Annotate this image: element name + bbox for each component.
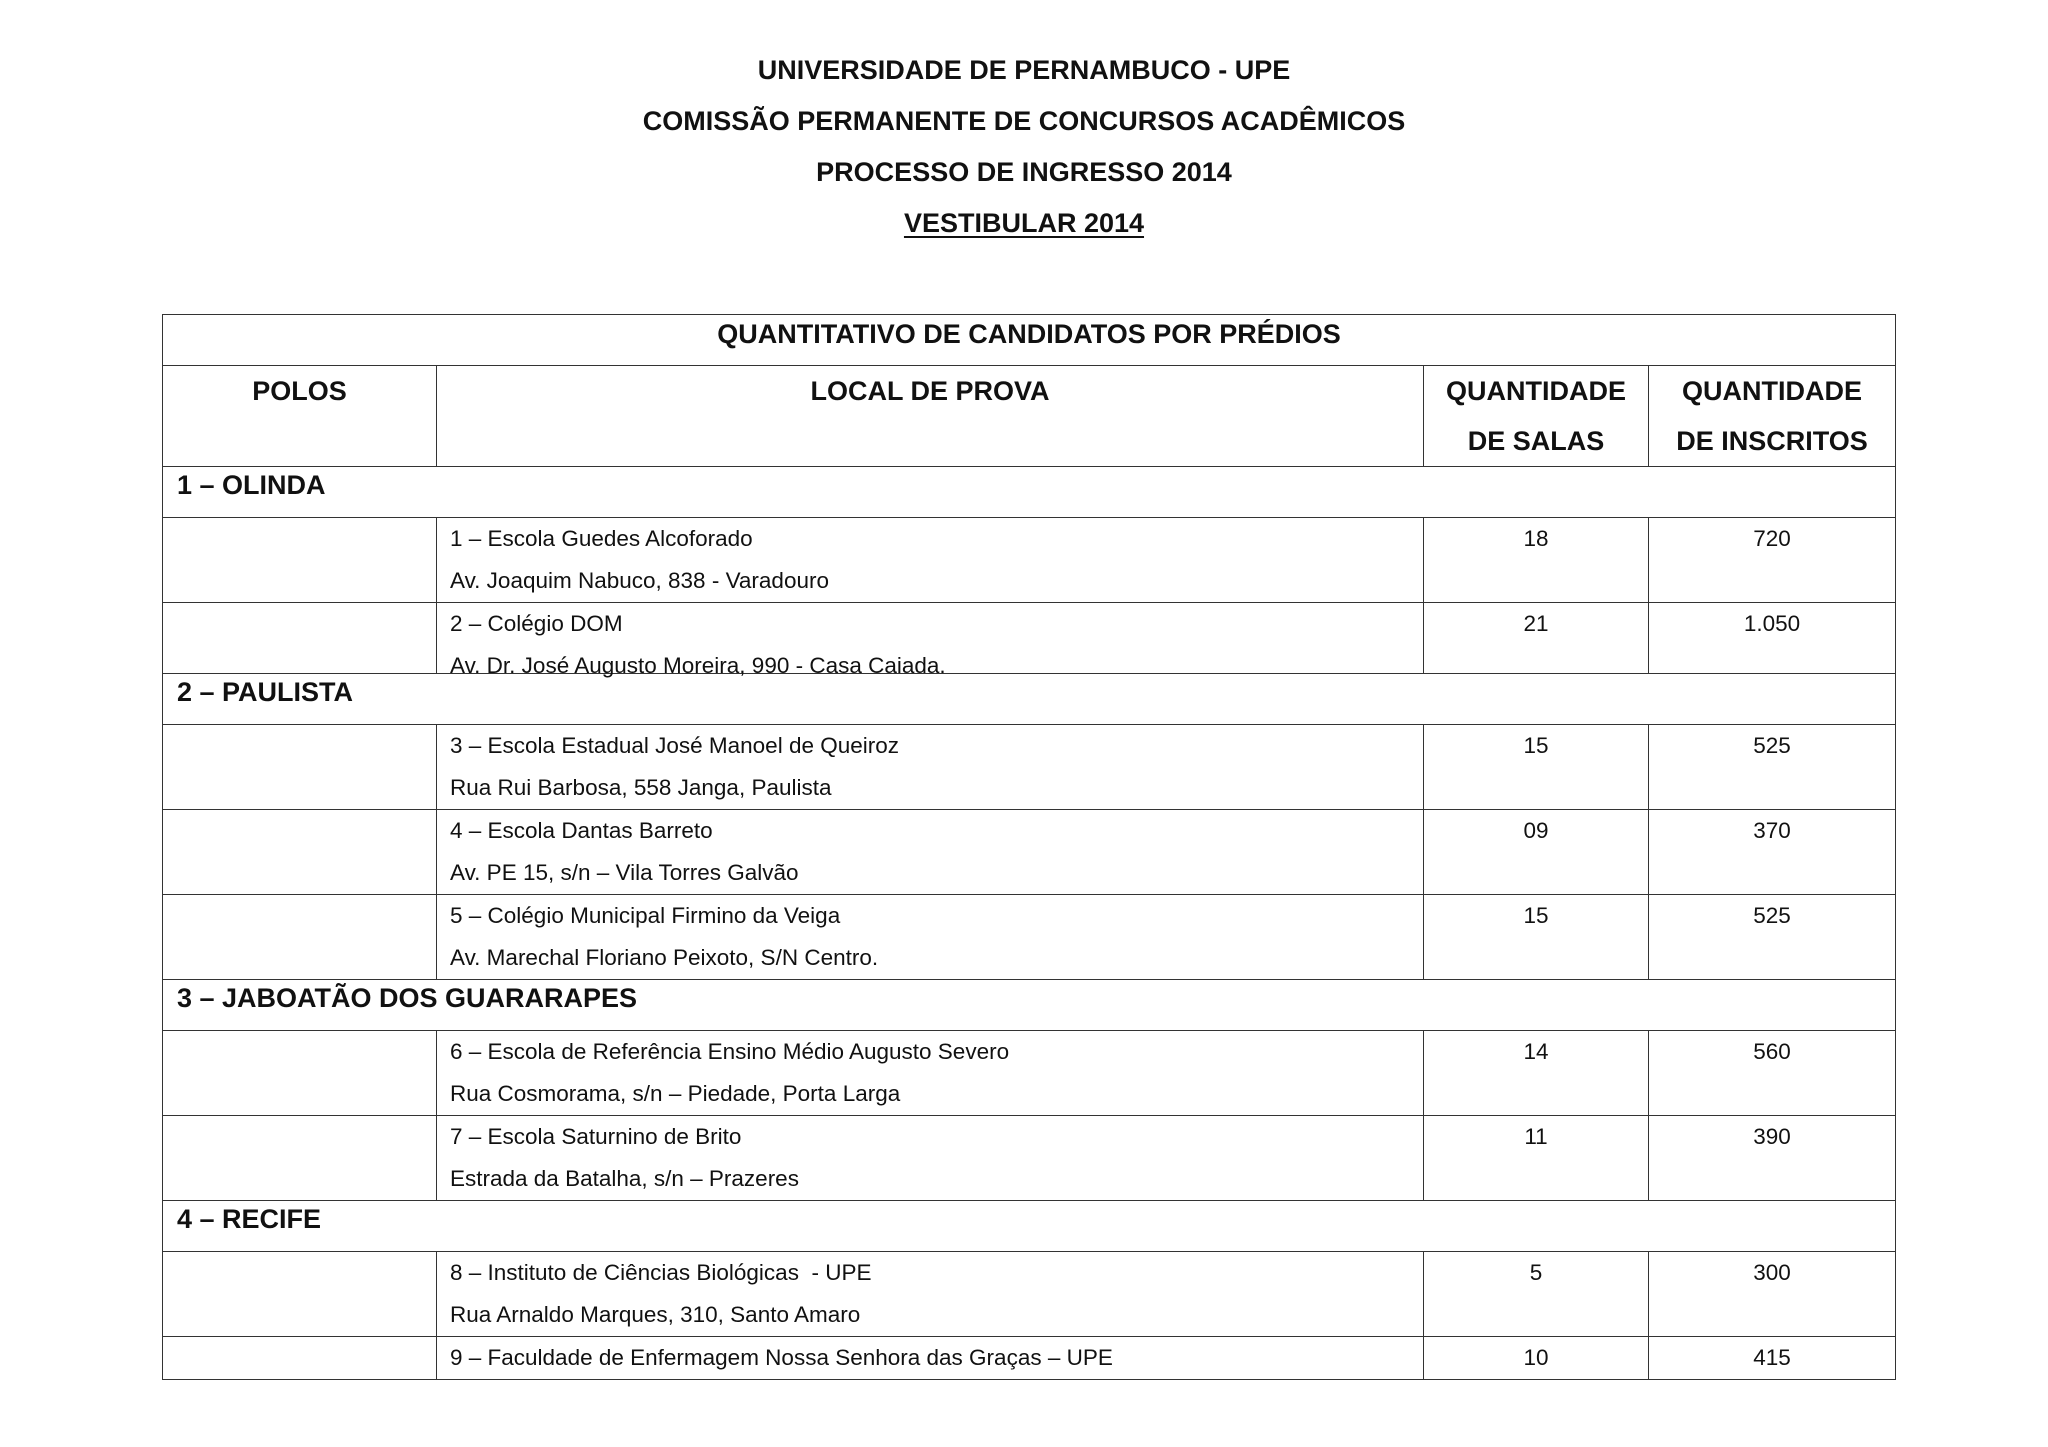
inscritos-value: 720 <box>1649 518 1896 603</box>
table-title-row <box>163 315 1896 366</box>
table-row <box>163 1337 1896 1380</box>
local-address: Rua Cosmorama, s/n – Piedade, Porta Larga <box>450 1081 901 1106</box>
local-cell <box>437 810 1424 895</box>
process-name: PROCESSO DE INGRESSO 2014 <box>816 157 1232 187</box>
polo-row <box>163 1201 1896 1252</box>
local-address: Rua Rui Barbosa, 558 Janga, Paulista <box>450 775 832 800</box>
inscritos-value: 525 <box>1649 895 1896 980</box>
local-address: Av. Dr. José Augusto Moreira, 990 - Casa Caiada. <box>450 653 946 678</box>
salas-value: 09 <box>1424 810 1649 895</box>
local-cell <box>437 603 1424 678</box>
salas-value: 11 <box>1424 1116 1649 1201</box>
local-name: 2 – Colégio DOM <box>450 611 623 636</box>
polo-name: 4 – RECIFE <box>163 1201 1896 1252</box>
document-header <box>0 50 2048 254</box>
table-header-row <box>163 366 1896 467</box>
salas-value: 14 <box>1424 1031 1649 1116</box>
exam-title: VESTIBULAR 2014 <box>903 208 1145 238</box>
table-row <box>163 1116 1896 1201</box>
table-row <box>163 1031 1896 1116</box>
university-name: UNIVERSIDADE DE PERNAMBUCO - UPE <box>757 55 1291 85</box>
inscritos-value: 415 <box>1649 1337 1896 1380</box>
local-name: 1 – Escola Guedes Alcoforado <box>450 526 753 551</box>
inscritos-value: 1.050 <box>1649 603 1896 674</box>
inscritos-value: 300 <box>1649 1252 1896 1337</box>
inscritos-value: 370 <box>1649 810 1896 895</box>
local-cell <box>437 518 1424 603</box>
local-address: Estrada da Batalha, s/n – Prazeres <box>450 1166 799 1191</box>
empty-polo-cell <box>163 1252 437 1337</box>
local-name: 8 – Instituto de Ciências Biológicas - UPE <box>450 1260 872 1285</box>
local-address: Av. PE 15, s/n – Vila Torres Galvão <box>450 860 799 885</box>
commission-name: COMISSÃO PERMANENTE DE CONCURSOS ACADÊMICOS <box>642 106 1406 136</box>
table-title: QUANTITATIVO DE CANDIDATOS POR PRÉDIOS <box>163 315 1896 366</box>
polo-row <box>163 674 1896 725</box>
polo-name: 1 – OLINDA <box>163 467 1896 518</box>
local-name: 3 – Escola Estadual José Manoel de Queiroz <box>450 733 900 758</box>
table-row <box>163 1252 1896 1337</box>
salas-value: 15 <box>1424 725 1649 810</box>
table-row <box>163 810 1896 895</box>
empty-polo-cell <box>163 810 437 895</box>
local-address: Av. Joaquim Nabuco, 838 - Varadouro <box>450 568 829 593</box>
header-inscritos: QUANTIDADE DE INSCRITOS <box>1649 366 1896 467</box>
empty-polo-cell <box>163 1337 437 1380</box>
local-name: 4 – Escola Dantas Barreto <box>450 818 713 843</box>
header-polos: POLOS <box>163 366 437 467</box>
salas-value: 10 <box>1424 1337 1649 1380</box>
empty-polo-cell <box>163 518 437 603</box>
empty-polo-cell <box>163 895 437 980</box>
inscritos-value: 390 <box>1649 1116 1896 1201</box>
table-row <box>163 603 1896 674</box>
local-address: Rua Arnaldo Marques, 310, Santo Amaro <box>450 1302 861 1327</box>
header-salas: QUANTIDADE DE SALAS <box>1424 366 1649 467</box>
polo-row <box>163 467 1896 518</box>
local-cell <box>437 1031 1424 1116</box>
empty-polo-cell <box>163 1031 437 1116</box>
local-cell <box>437 1337 1424 1380</box>
salas-value: 18 <box>1424 518 1649 603</box>
salas-value: 5 <box>1424 1252 1649 1337</box>
local-cell <box>437 895 1424 980</box>
local-cell <box>437 1116 1424 1201</box>
header-local: LOCAL DE PROVA <box>437 366 1424 467</box>
polo-name: 3 – JABOATÃO DOS GUARARAPES <box>163 980 1896 1031</box>
polo-name: 2 – PAULISTA <box>163 674 1896 725</box>
local-name: 5 – Colégio Municipal Firmino da Veiga <box>450 903 841 928</box>
table-row <box>163 518 1896 603</box>
empty-polo-cell <box>163 1116 437 1201</box>
inscritos-value: 560 <box>1649 1031 1896 1116</box>
salas-value: 21 <box>1424 603 1649 674</box>
table-row <box>163 895 1896 980</box>
local-address: Av. Marechal Floriano Peixoto, S/N Centro. <box>450 945 879 970</box>
empty-polo-cell <box>163 603 437 674</box>
candidates-table <box>162 314 1896 1380</box>
table-row <box>163 725 1896 810</box>
local-cell <box>437 1252 1424 1337</box>
local-name: 6 – Escola de Referência Ensino Médio Augusto Severo <box>450 1039 1010 1064</box>
inscritos-value: 525 <box>1649 725 1896 810</box>
polo-row <box>163 980 1896 1031</box>
local-name: 9 – Faculdade de Enfermagem Nossa Senhora das Graças – UPE <box>450 1345 1113 1370</box>
salas-value: 15 <box>1424 895 1649 980</box>
empty-polo-cell <box>163 725 437 810</box>
local-name: 7 – Escola Saturnino de Brito <box>450 1124 742 1149</box>
local-cell <box>437 725 1424 810</box>
